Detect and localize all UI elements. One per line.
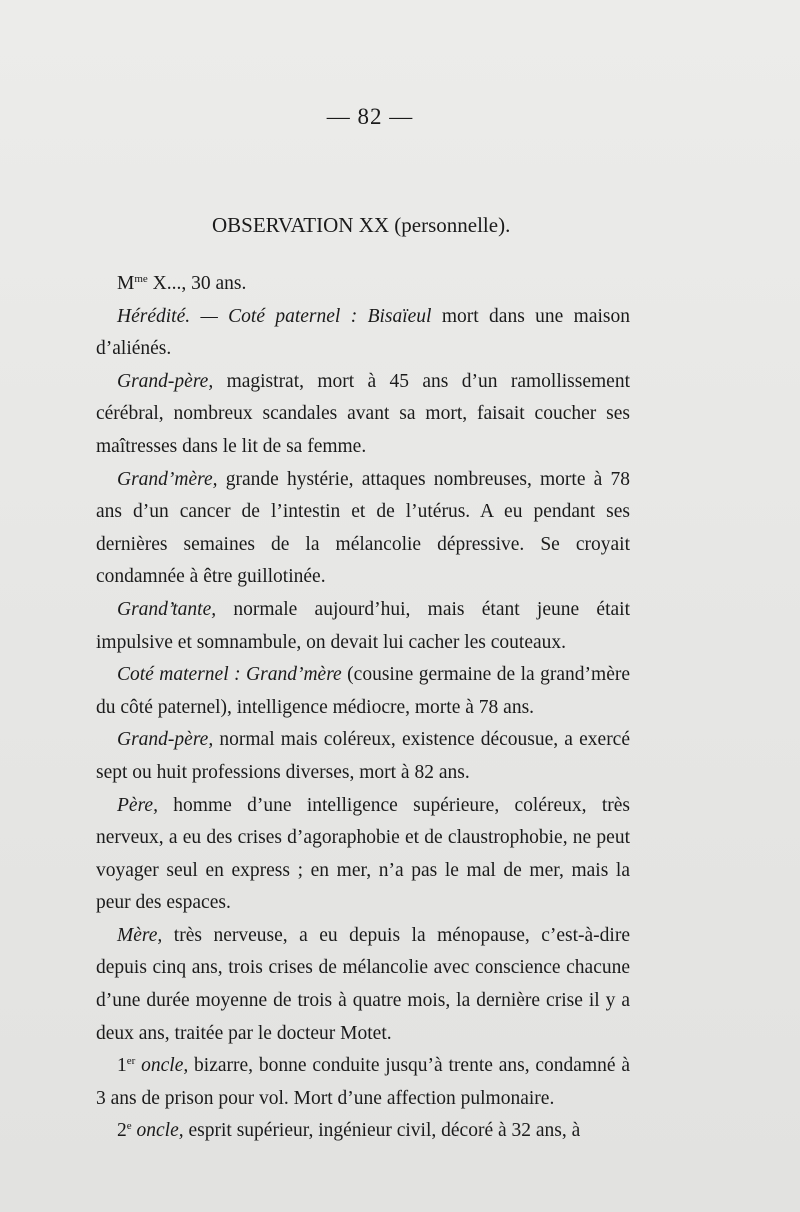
body-text [96, 268, 630, 1148]
paragraph-label: Hérédité. — Coté paternel : Bisaïeul [117, 305, 432, 327]
paragraph-grand-pere-maternel: Grand-père, normal mais coléreux, existence décousue, a exercé sept ou huit professions diverses, mort à 82 ans. [96, 729, 630, 783]
paragraph-label: Mère, [117, 924, 163, 946]
paragraph-label: Père, [117, 794, 158, 816]
paragraph-second-oncle: 2e oncle, esprit supérieur, ingénieur civil, décoré à 32 ans, à [117, 1120, 581, 1142]
paragraph-cote-maternel: Coté maternel : Grand’mère (cousine germaine de la grand’mère du côté paternel), intelligence médiocre, morte à 78 ans. [96, 664, 630, 718]
page-number: — 82 — [326, 104, 414, 129]
observation-heading: OBSERVATION XX (personnelle). [212, 213, 511, 237]
paragraph-pere: Père, homme d’une intelligence supérieure, coléreux, très nerveux, a eu des crises d’agoraphobie et de claustrophobie, ne peut voyager seul en express ; en mer, n’a pas le mal de mer, mais la peur des espaces. [96, 794, 630, 914]
paragraph-label: Grand-père, [117, 729, 214, 751]
paragraph-grand-mere-paternelle: Grand’mère, grande hystérie, attaques nombreuses, morte à 78 ans d’un cancer de l’intestin et de l’utérus. A eu pendant ses dernières semaines de la mélancolie dépressive. Se croyait condamnée à être guillotinée. [96, 468, 630, 588]
paragraph-grand-tante: Grand’tante, normale aujourd’hui, mais étant jeune était impulsive et somnambule, on devait lui cacher les couteaux. [96, 598, 630, 653]
paragraph-mere: Mère, très nerveuse, a eu depuis la ménopause, c’est-à-dire depuis cinq ans, trois crises de mélancolie avec conscience chacune d’une durée moyenne de trois à quatre mois, la dernière crise il y a deux ans, traitée par le docteur Motet. [96, 924, 630, 1044]
paragraph-premier-oncle: 1er oncle, bizarre, bonne conduite jusqu’à trente ans, condamné à 3 ans de prison pour vol. Mort d’une affection pulmonaire. [96, 1055, 631, 1109]
paragraph-label: Grand’tante, [117, 598, 217, 620]
paragraph-label: oncle, [136, 1120, 184, 1142]
paragraph-label: Grand’mère, [117, 468, 218, 490]
paragraph-label: oncle, [141, 1055, 189, 1077]
paragraph-label: Coté maternel : Grand’mère [117, 664, 342, 686]
paragraph-grand-pere-paternel: Grand-père, magistrat, mort à 45 ans d’un ramollissement cérébral, nombreux scandales avant sa mort, faisait coucher ses maîtresses dans le lit de sa femme. [96, 370, 630, 457]
paragraph-heredite: Hérédité. — Coté paternel : Bisaïeul mort dans une maison d’aliénés. [96, 305, 630, 360]
patient-line: $M^{me}$ X..., 30 ans. [117, 273, 247, 294]
paragraph-label: Grand-père, [117, 370, 214, 392]
